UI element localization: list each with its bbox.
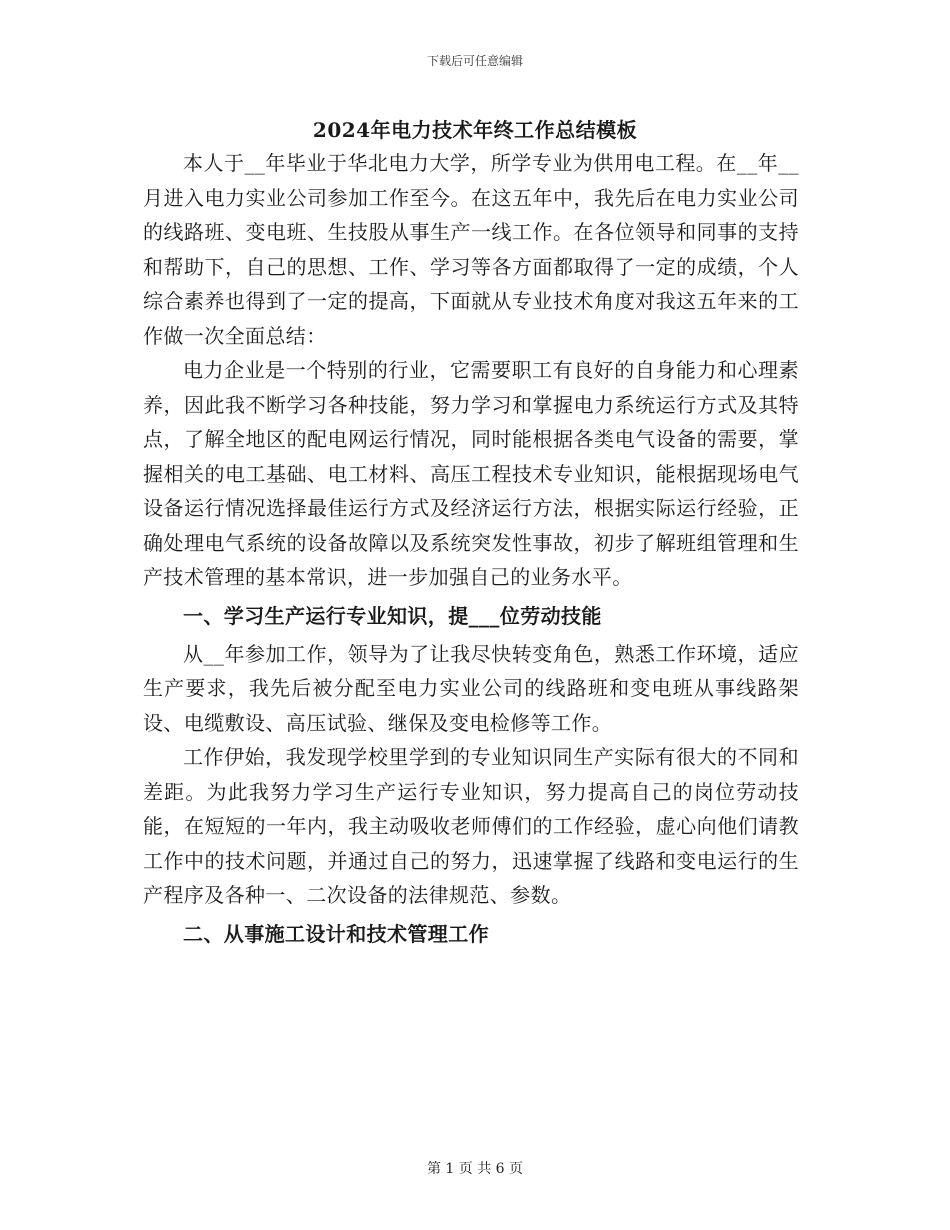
paragraph-work-start: 从__年参加工作，领导为了让我尽快转变角色，熟悉工作环境，适应生产要求，我先后被分配至电力实业公司的线路班和变电班从事线路架设、电缆敷设、高压试验、继保及变电检修等工作。 [143, 641, 799, 735]
paragraph-intro: 本人于__年毕业于华北电力大学，所学专业为供用电工程。在__年__月进入电力实业公司参加工作至今。在这五年中，我先后在电力实业公司的线路班、变电班、生技股从事生产一线工作。在各位领导和同事的支持和帮助下，自己的思想、工作、学习等各方面都取得了一定的成绩，个人综合素养也得到了一定的提高，下面就从专业技术角度对我这五年来的工作做一次全面总结： [143, 151, 799, 348]
document-body [143, 146, 799, 955]
document-title: 2024年电力技术年终工作总结模板 [312, 118, 638, 142]
page-footer: 第 1 页 共 6 页 [426, 1161, 524, 1177]
paragraph-industry: 电力企业是一个特别的行业，它需要职工有良好的自身能力和心理素养，因此我不断学习各种技能，努力学习和掌握电力系统运行方式及其特点，了解全地区的配电网运行情况，同时能根据各类电气设备的需要，掌握相关的电工基础、电工材料、高压工程技术专业知识，能根据现场电气设备运行情况选择最佳运行方式及经济运行方法，根据实际运行经验，正确处理电气系统的设备故障以及系统突发性事故，初步了解班组管理和生产技术管理的基本常识，进一步加强自己的业务水平。 [143, 358, 799, 589]
header-note: 下载后可任意编辑 [426, 54, 523, 68]
section-heading-1: 一、学习生产运行专业知识，提___位劳动技能 [183, 603, 602, 628]
section-heading-2: 二、从事施工设计和技术管理工作 [183, 921, 489, 946]
paragraph-learning: 工作伊始，我发现学校里学到的专业知识同生产实际有很大的不同和差距。为此我努力学习生产运行专业知识，努力提高自己的岗位劳动技能，在短短的一年内，我主动吸收老师傅们的工作经验，虚心向他们请教工作中的技术问题，并通过自己的努力，迅速掌握了线路和变电运行的生产程序及各种一、二次设备的法律规范、参数。 [143, 745, 799, 907]
